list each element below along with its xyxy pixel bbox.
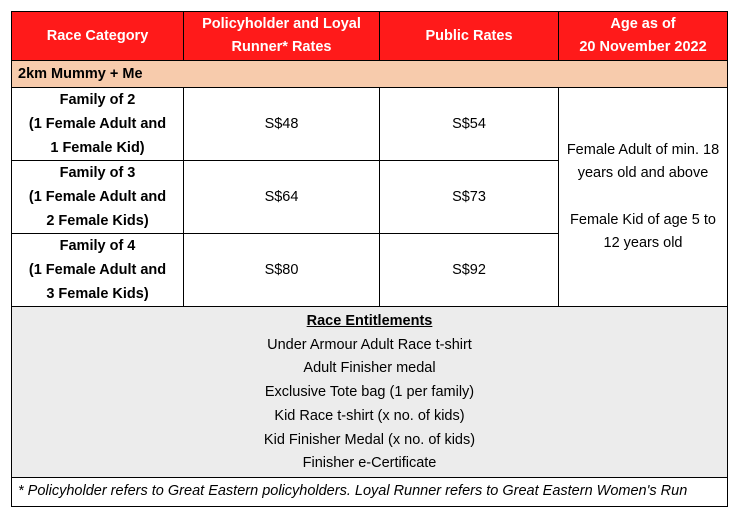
family-name-line3: 2 Female Kids): [46, 213, 149, 229]
family-name-line2: (1 Female Adult and: [28, 262, 167, 278]
family-name-cell: [12, 161, 184, 234]
family-name-line3: 3 Female Kids): [46, 286, 149, 302]
family-name-line1: Family of 2: [59, 92, 136, 108]
entitlement-item: Exclusive Tote bag (1 per family): [264, 384, 475, 401]
race-pricing-table: [11, 11, 728, 507]
header-member-rates-line1: Policyholder and Loyal: [202, 16, 361, 32]
age-adult-line2: years old and above: [577, 165, 709, 181]
entitlement-item: Kid Finisher Medal (x no. of kids): [263, 431, 476, 448]
header-race-category: Race Category: [12, 12, 184, 61]
category-label: 2km Mummy + Me: [12, 61, 728, 88]
header-age-line2: 20 November 2022: [579, 39, 707, 55]
category-row: [12, 61, 728, 88]
member-rate-cell: S$80: [184, 234, 380, 307]
member-rate-cell: S$64: [184, 161, 380, 234]
entitlement-item: Adult Finisher medal: [303, 360, 436, 377]
footnote-row: [12, 477, 728, 506]
header-age-line1: Age as of: [610, 16, 676, 32]
header-member-rates: [184, 12, 380, 61]
age-adult-line1: Female Adult of min. 18: [566, 141, 720, 158]
entitlement-item: Finisher e-Certificate: [302, 455, 437, 472]
family-name-line2: (1 Female Adult and: [28, 189, 167, 205]
public-rate-cell: S$73: [380, 161, 559, 234]
public-rate-cell: S$54: [380, 88, 559, 161]
family-name-cell: [12, 88, 184, 161]
family-name-line1: Family of 3: [59, 165, 136, 181]
age-requirement-cell: [559, 88, 728, 307]
header-public-rates: Public Rates: [380, 12, 559, 61]
family-name-line2: (1 Female Adult and: [28, 116, 167, 132]
entitlements-title: Race Entitlements: [306, 313, 433, 329]
entitlement-item: Kid Race t-shirt (x no. of kids): [274, 407, 465, 424]
family-name-line3: 1 Female Kid): [50, 140, 145, 156]
entitlements-row: [12, 307, 728, 478]
member-rate-cell: S$48: [184, 88, 380, 161]
family-name-line1: Family of 4: [59, 238, 136, 254]
age-kid-line1: Female Kid of age 5 to: [570, 211, 716, 228]
header-member-rates-line2: Runner* Rates: [231, 39, 332, 55]
age-kid-line2: 12 years old: [603, 235, 683, 251]
entitlements-cell: [12, 307, 728, 478]
public-rate-cell: S$92: [380, 234, 559, 307]
table-header-row: [12, 12, 728, 61]
header-age: [559, 12, 728, 61]
family-name-cell: [12, 234, 184, 307]
table-row: [12, 88, 728, 161]
footnote: * Policyholder refers to Great Eastern policyholders. Loyal Runner refers to Great Eastern Women's Run: [12, 477, 728, 506]
entitlement-item: Under Armour Adult Race t-shirt: [267, 336, 472, 353]
